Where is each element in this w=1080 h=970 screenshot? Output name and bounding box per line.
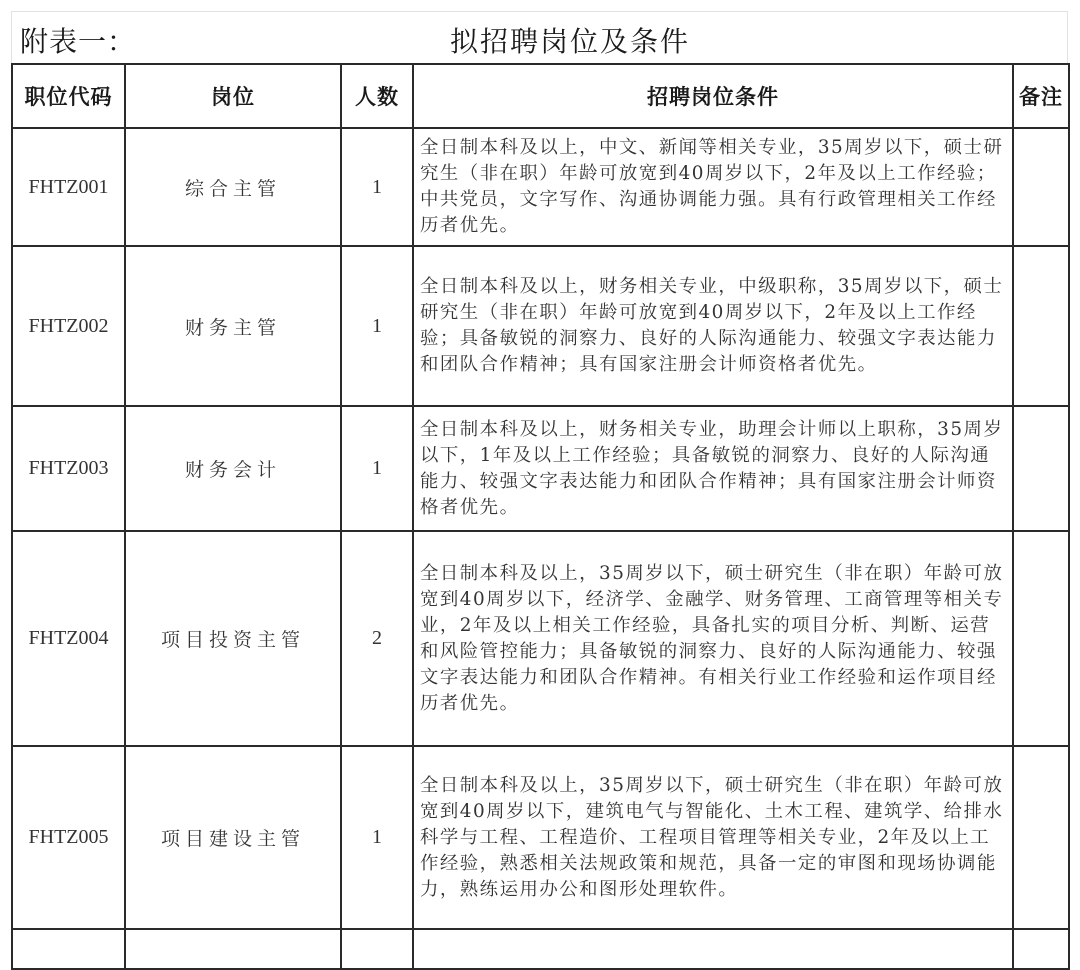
notes	[1013, 746, 1069, 929]
header-position-code: 职位代码	[12, 64, 125, 128]
header-requirements: 招聘岗位条件	[413, 64, 1013, 128]
appendix-label: 附表一：	[20, 25, 137, 58]
table-title-row	[11, 11, 1068, 63]
notes	[1013, 128, 1069, 246]
headcount: 1	[341, 406, 413, 531]
requirements: 全日制本科及以上，财务相关专业，中级职称，35周岁以下，硕士研究生（非在职）年龄可放宽到40周岁以下，2年及以上工作经验；具备敏锐的洞察力、良好的人际沟通能力、较强文字表达能力和团队合作精神；具有国家注册会计师资格者优先。	[413, 246, 1013, 406]
table-row	[12, 406, 1069, 531]
header-position: 岗位	[125, 64, 341, 128]
recruitment-table	[11, 63, 1070, 970]
header-count: 人数	[341, 64, 413, 128]
headcount: 1	[341, 128, 413, 246]
requirements: 全日制本科及以上，35周岁以下，硕士研究生（非在职）年龄可放宽到40周岁以下，经济学、金融学、财务管理、工商管理等相关专业，2年及以上相关工作经验，具备扎实的项目分析、判断、运营和风险管控能力；具备敏锐的洞察力、良好的人际沟通能力、较强文字表达能力和团队合作精神。有相关行业工作经验和运作项目经历者优先。	[413, 531, 1013, 746]
notes	[1013, 406, 1069, 531]
requirements: 全日制本科及以上，35周岁以下，硕士研究生（非在职）年龄可放宽到40周岁以下，建筑电气与智能化、土木工程、建筑学、给排水科学与工程、工程造价、工程项目管理等相关专业，2年及以上工作经验，熟悉相关法规政策和规范，具备一定的审图和现场协调能力，熟练运用办公和图形处理软件。	[413, 746, 1013, 929]
position-name: 项目建设主管	[125, 746, 341, 929]
position-code: FHTZ002	[12, 246, 125, 406]
table-row-partial	[12, 929, 1069, 969]
position-code: FHTZ001	[12, 128, 125, 246]
notes	[1013, 531, 1069, 746]
table-header-row	[12, 64, 1069, 128]
notes	[1013, 246, 1069, 406]
requirements: 全日制本科及以上，中文、新闻等相关专业，35周岁以下，硕士研究生（非在职）年龄可放宽到40周岁以下，2年及以上工作经验；中共党员，文字写作、沟通协调能力强。具有行政管理相关工作经历者优先。	[413, 128, 1013, 246]
position-code: FHTZ003	[12, 406, 125, 531]
requirements: 全日制本科及以上，财务相关专业，助理会计师以上职称，35周岁以下，1年及以上工作经验；具备敏锐的洞察力、良好的人际沟通能力、较强文字表达能力和团队合作精神；具有国家注册会计师资格者优先。	[413, 406, 1013, 531]
position-name: 综合主管	[125, 128, 341, 246]
position-code: FHTZ005	[12, 746, 125, 929]
table-row	[12, 246, 1069, 406]
position-name: 财务主管	[125, 246, 341, 406]
table-row	[12, 128, 1069, 246]
page-title: 拟招聘岗位及条件	[450, 25, 691, 58]
position-name: 财务会计	[125, 406, 341, 531]
headcount: 1	[341, 746, 413, 929]
table-row	[12, 746, 1069, 929]
table-row	[12, 531, 1069, 746]
header-notes: 备注	[1013, 64, 1069, 128]
headcount: 2	[341, 531, 413, 746]
position-code: FHTZ004	[12, 531, 125, 746]
position-name: 项目投资主管	[125, 531, 341, 746]
headcount: 1	[341, 246, 413, 406]
